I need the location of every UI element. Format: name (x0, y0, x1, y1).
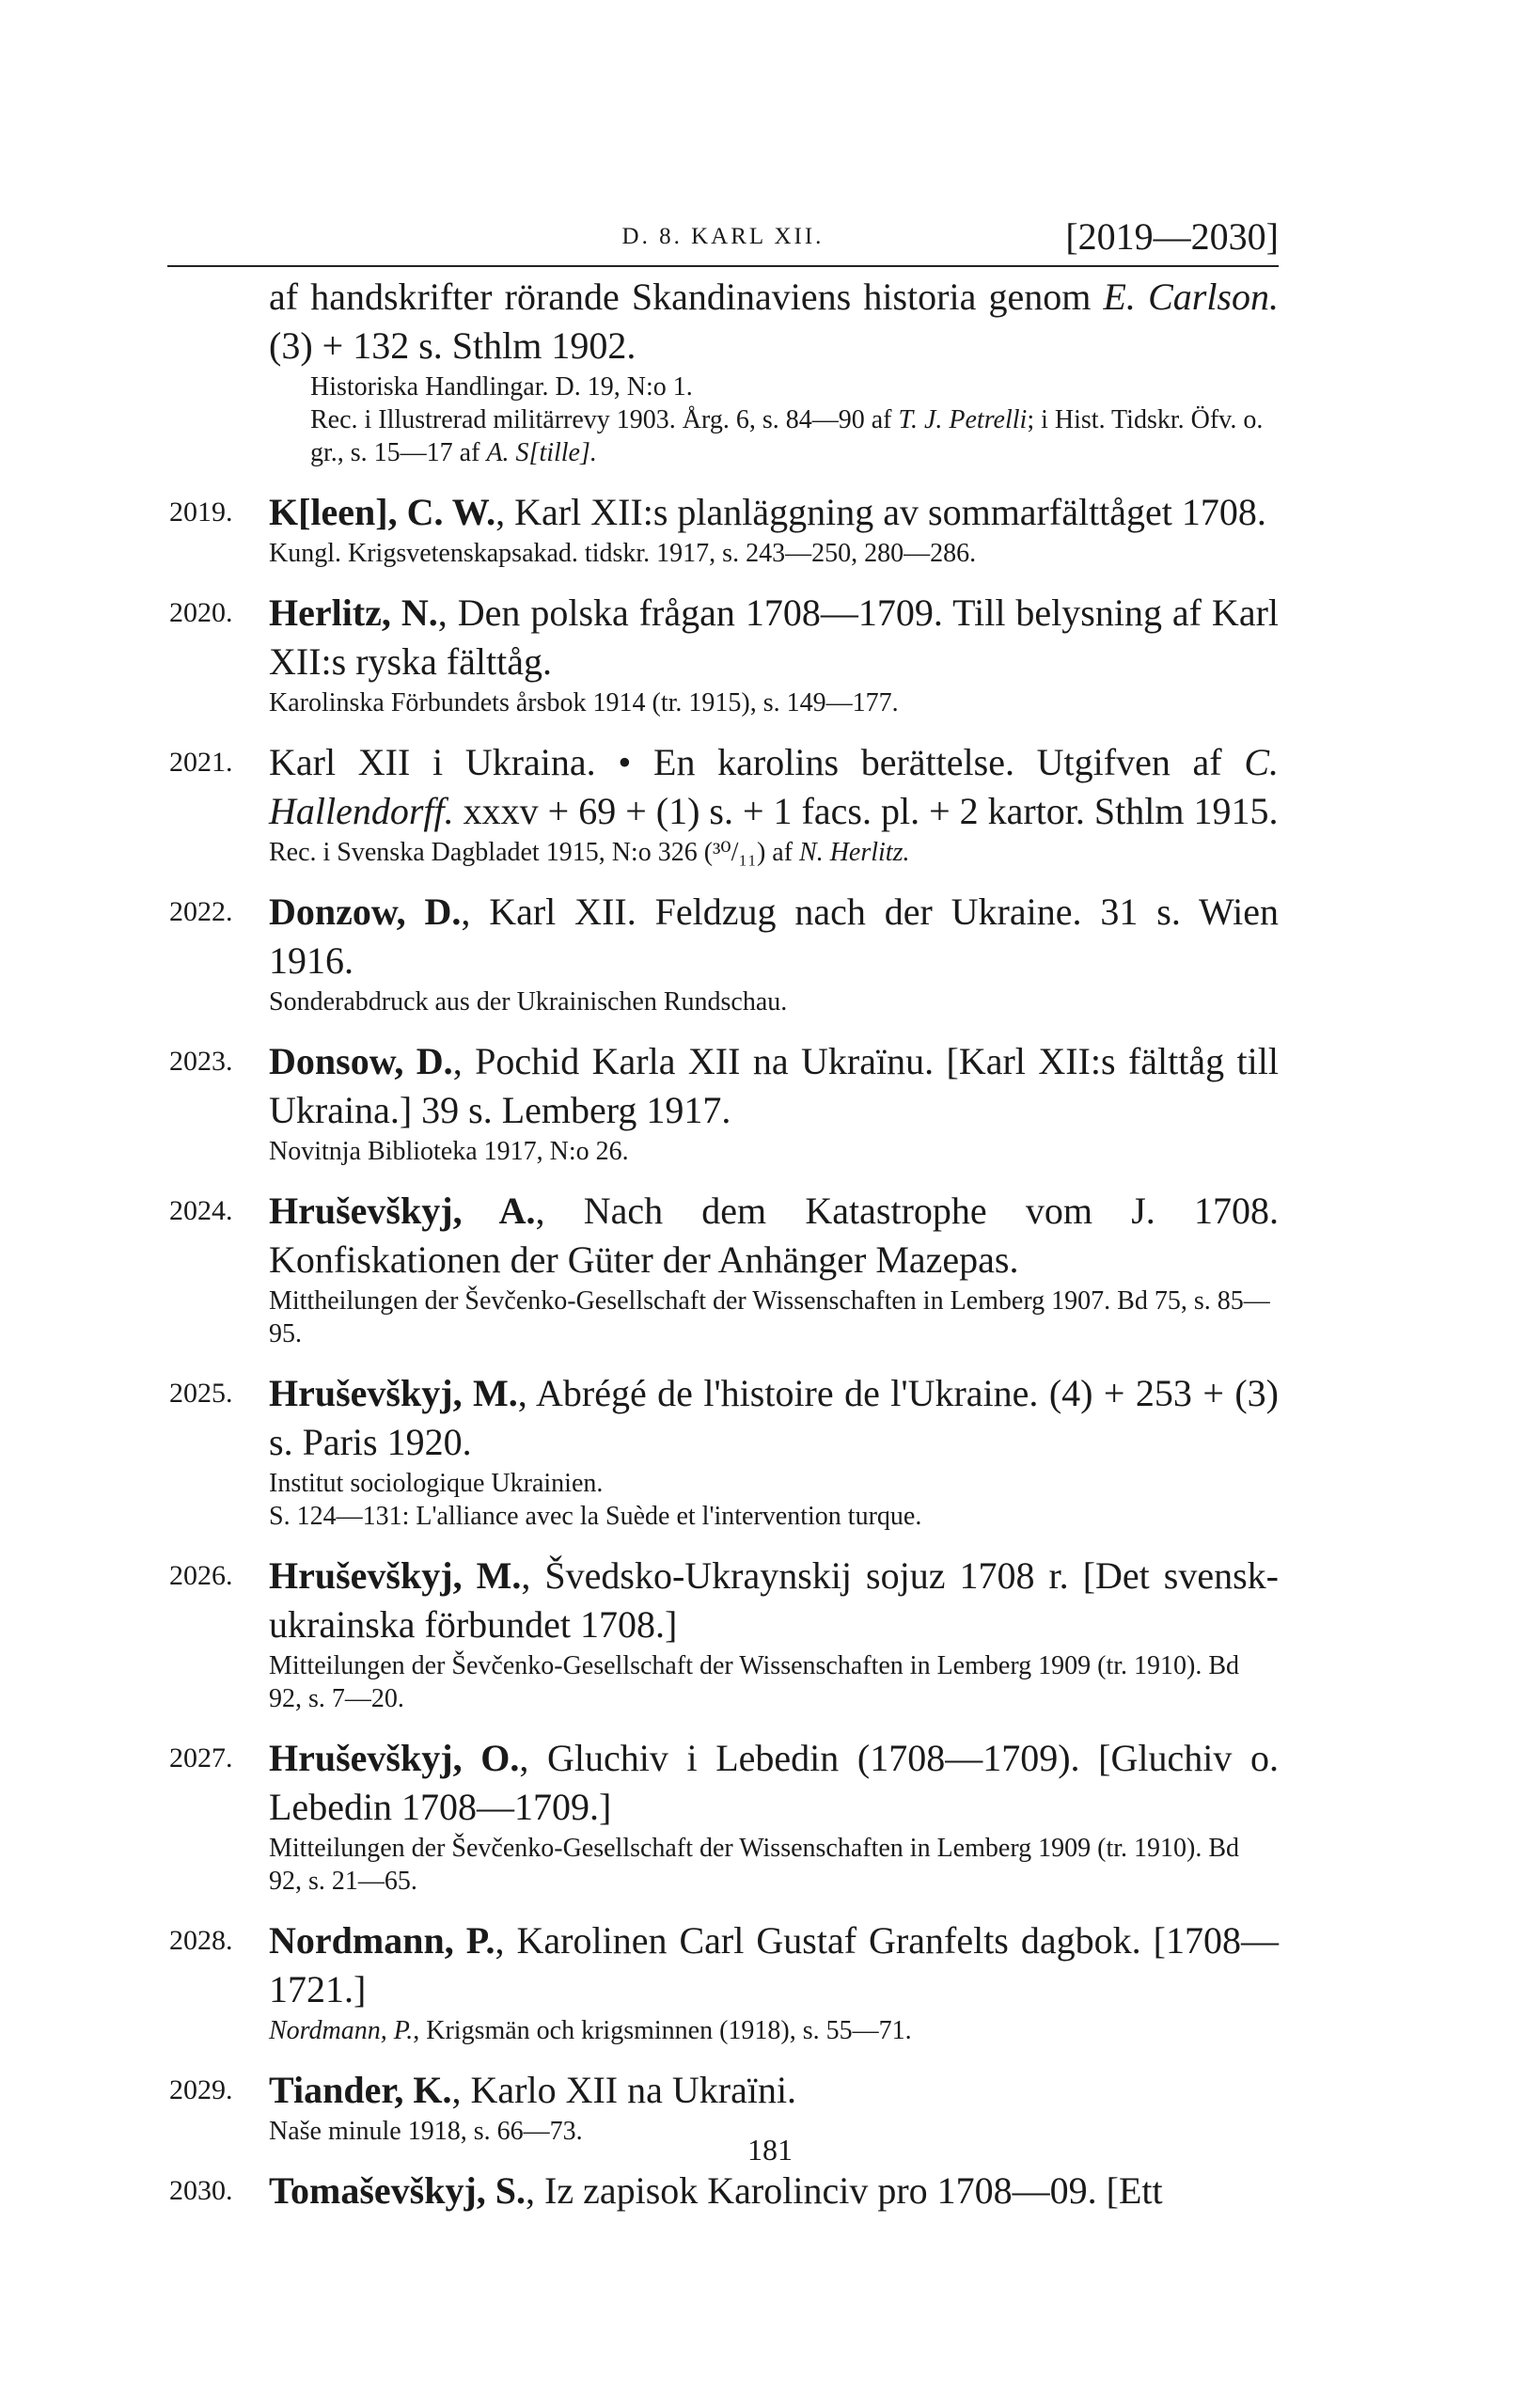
entry-note: Nordmann, P., Krigsmän och krigsminnen (1918), s. 55—71. (269, 2016, 912, 2045)
entry-2030 (169, 2167, 1279, 2215)
entry-title: , Karl XII. Feldzug nach der Ukraine. 31 s. Wien 1916. (269, 891, 1280, 982)
entry-note: Mitteilungen der Ševčenko-Gesellschaft der Wissenschaften in Lemberg 1909 (tr. 1910). Bd 92, s. 7—20. (269, 1651, 1240, 1713)
entry-author: Donsow, D. (269, 1040, 453, 1082)
entry-note: S. 124—131: L'alliance avec la Suède et l'intervention turque. (269, 1502, 922, 1531)
entry-2019 (169, 488, 1279, 570)
entry-2026 (169, 1552, 1279, 1715)
entry-title: , Karl XII:s planläggning av sommarfälttåget 1708. (495, 491, 1266, 533)
entry-author: E. Carlson. (1103, 276, 1280, 318)
entry-number: 2021. (169, 747, 233, 778)
entry-title: Karl XII i Ukraina. • En karolins berättelse. Utgifven af (269, 741, 1245, 783)
header-rule (167, 265, 1279, 267)
entry-title: , Karlo XII na Ukraïni. (451, 2069, 797, 2111)
entry-number: 2023. (169, 1046, 233, 1077)
entry-title: , Iz zapisok Karolinciv pro 1708—09. [Ett (526, 2169, 1163, 2212)
entry-note: Institut sociologique Ukrainien. (269, 1469, 604, 1498)
entry-author: Donzow, D. (269, 891, 462, 933)
entry-2025 (169, 1369, 1279, 1533)
entry-note: Naše minule 1918, s. 66—73. (269, 2117, 583, 2146)
entry-2021: 2021. Karl XII i Ukraina. • En karolins berättelse. Utgifven af C. Hallendorff. xxxv + 69 + (1) s. + 1 facs. pl. + 2 kartor. Sthlm 1915. Rec. i Svenska Dagbladet 1915, N:o 326 (³⁰/₁₁) af N. Herlitz. (169, 738, 1279, 869)
entry-number: 2019. (169, 497, 233, 528)
entry-author: Tiander, K. (269, 2069, 452, 2111)
entry-author: Herlitz, N. (269, 591, 438, 634)
entry-text: af handskrifter rörande Skandinaviens historia genom E. Carlson. (3) + 132 s. Sthlm 1902. (269, 276, 1280, 367)
entry-number: 2022. (169, 896, 233, 927)
entry-title: , Švedsko-Ukraynskij sojuz 1708 r. [Det svensk-ukrainska förbundet 1708.] (269, 1554, 1280, 1646)
entry-note: Mittheilungen der Ševčenko-Gesellschaft der Wissenschaften in Lemberg 1907. Bd 75, s. 85—95. (269, 1286, 1270, 1348)
entry-note: Sonderabdruck aus der Ukrainischen Rundschau. (269, 987, 788, 1017)
entry-2024 (169, 1187, 1279, 1350)
entry-title: , Pochid Karla XII na Ukraïnu. [Karl XII:s fälttåg till Ukraina.] 39 s. Lemberg 1917. (269, 1040, 1279, 1131)
entry-range: [2019—2030] (1065, 215, 1279, 258)
entry-author: Hruševškyj, O. (269, 1737, 520, 1779)
entry-author: Hruševškyj, M. (269, 1554, 522, 1597)
entry-number: 2029. (169, 2074, 233, 2105)
entry-title: , Den polska frågan 1708—1709. Till belysning af Karl XII:s ryska fälttåg. (269, 591, 1280, 683)
entry-note: Karolinska Förbundets årsbok 1914 (tr. 1915), s. 149—177. (269, 688, 899, 717)
entry-title: , Abrégé de l'histoire de l'Ukraine. (4) + 253 + (3) s. Paris 1920. (269, 1372, 1279, 1463)
entry-note: Historiska Handlingar. D. 19, N:o 1. (310, 372, 693, 402)
bibliography-body (169, 273, 1279, 2215)
entry-author: Hruševškyj, M. (269, 1372, 518, 1414)
entry-note: Novitnja Biblioteka 1917, N:o 26. (269, 1137, 629, 1166)
entry-author: K[leen], C. W. (269, 491, 496, 533)
entry-title: , Nach dem Katastrophe vom J. 1708. Konfiskationen der Güter der Anhänger Mazepas. (269, 1190, 1279, 1281)
entry-2028 (169, 1916, 1279, 2047)
page-header (167, 214, 1279, 263)
entry-note: Rec. i Illustrerad militärrevy 1903. Årg. 6, s. 84—90 af T. J. Petrelli; i Hist. Tidskr. Öfv. o. gr., s. 15—17 af A. S[tille]. (310, 405, 1264, 467)
entry-number: 2025. (169, 1378, 233, 1409)
entry-2023 (169, 1037, 1279, 1168)
entry-author: Tomaševškyj, S. (269, 2169, 526, 2212)
entry-note: Kungl. Krigsvetenskapsakad. tidskr. 1917, s. 243—250, 280—286. (269, 539, 977, 568)
entry-title: , Gluchiv i Lebedin (1708—1709). [Gluchiv o. Lebedin 1708—1709.] (269, 1737, 1279, 1828)
entry-author: Nordmann, P. (269, 1919, 495, 1962)
entry-number: 2026. (169, 1560, 233, 1591)
entry-author: Hruševškyj, A. (269, 1190, 536, 1232)
entry-note: Mitteilungen der Ševčenko-Gesellschaft der Wissenschaften in Lemberg 1909 (tr. 1910). Bd 92, s. 21—65. (269, 1834, 1240, 1896)
page-number: 181 (747, 2133, 793, 2167)
running-title: D. 8. KARL XII. (621, 224, 825, 249)
entry-2022 (169, 888, 1279, 1018)
entry-editor: C. Hallendorff. (269, 741, 1279, 832)
entry-2020 (169, 589, 1279, 719)
entry-2027 (169, 1734, 1279, 1898)
continued-entry (169, 273, 1279, 469)
entry-number: 2028. (169, 1925, 233, 1956)
entry-note: Rec. i Svenska Dagbladet 1915, N:o 326 (³⁰/₁₁) af N. Herlitz. (269, 838, 910, 867)
entry-title: , Karolinen Carl Gustaf Granfelts dagbok. [1708—1721.] (269, 1919, 1279, 2010)
entry-number: 2024. (169, 1195, 233, 1226)
entry-number: 2020. (169, 597, 233, 628)
entry-number: 2027. (169, 1742, 233, 1773)
entry-number: 2030. (169, 2175, 233, 2206)
